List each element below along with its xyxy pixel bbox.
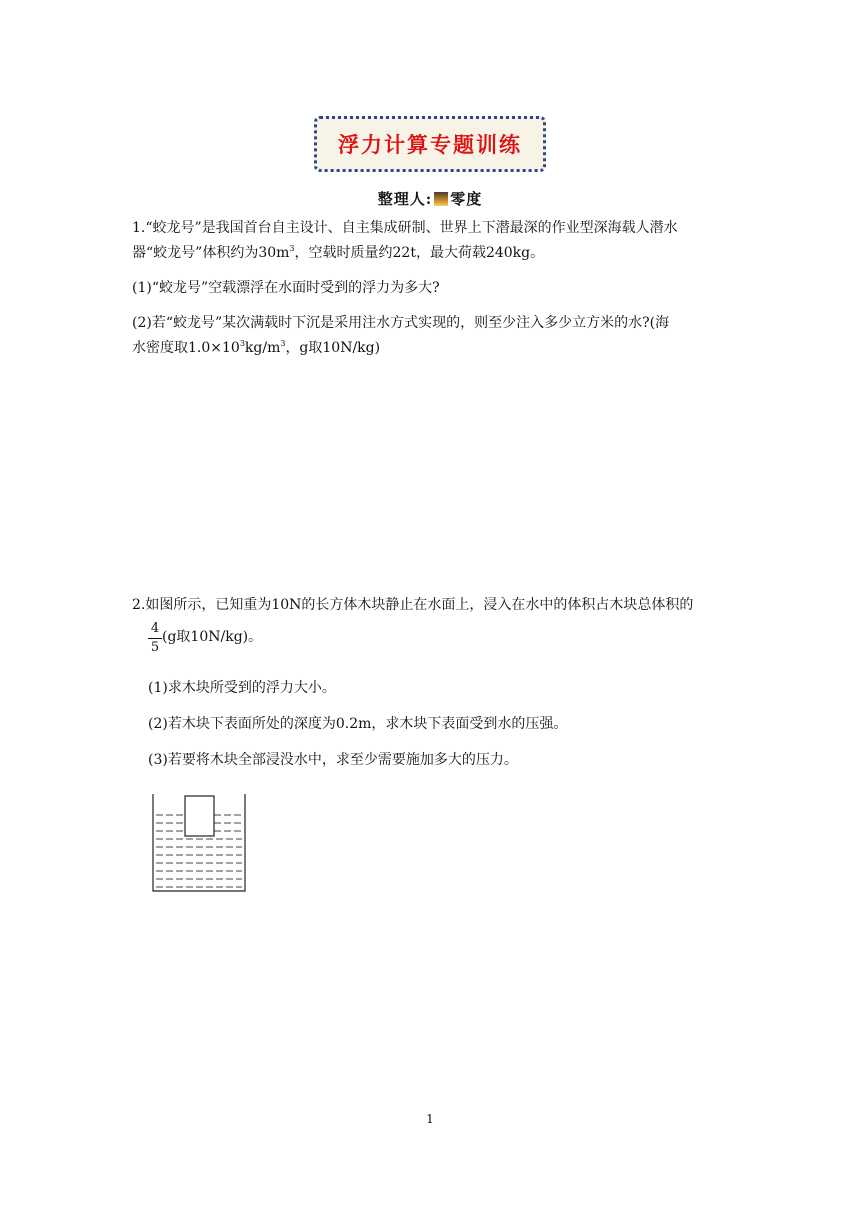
title-banner — [314, 116, 546, 172]
fraction-bar — [148, 638, 162, 639]
compiler-line — [0, 188, 860, 209]
wooden-block — [185, 796, 214, 836]
container-figure — [148, 790, 250, 896]
q2-part2: (2)若木块下表面所处的深度为0.2m，求木块下表面受到水的压强。 — [148, 716, 568, 732]
compiler-logo-icon — [434, 192, 448, 206]
page-title: 浮力计算专题训练 — [338, 132, 522, 157]
q2-part1: (1)求木块所受到的浮力大小。 — [148, 680, 336, 696]
q1-stem-line2: 器“蛟龙号”体积约为$30m^3$，空载时质量约22t，最大荷载240kg。 — [132, 244, 545, 261]
fraction-numerator: 4 — [150, 621, 160, 636]
compiler-name: 零度 — [450, 190, 483, 208]
page-number: 1 — [426, 1112, 434, 1126]
q2-part3: (3)若要将木块全部浸没水中，求至少需要施加多大的压力。 — [148, 752, 518, 768]
q1-stem-line1: 1.“蛟龙号”是我国首台自主设计、自主集成研制、世界上下潜最深的作业型深海载人潜水 — [132, 220, 678, 236]
compiler-label: 整理人: — [377, 190, 433, 208]
q2-stem-line1: 2.如图所示，已知重为10N的长方体木块静止在水面上，浸入在水中的体积占木块总体积的 — [132, 597, 694, 613]
q2-stem-line2: (g取10N/kg)。 — [162, 629, 263, 645]
q1-part1: (1)“蛟龙号”空载漂浮在水面时受到的浮力为多大? — [132, 280, 440, 296]
q1-part2-line1: (2)若“蛟龙号”某次满载时下沉是采用注水方式实现的，则至少注入多少立方米的水?(海 — [132, 315, 670, 331]
q1-part2-line2: 水密度取$1.0\times 10^3kg/m^3$，g取10N/kg) — [132, 339, 381, 356]
fraction-four-fifths — [148, 621, 162, 656]
fraction-denominator: 5 — [150, 640, 160, 655]
